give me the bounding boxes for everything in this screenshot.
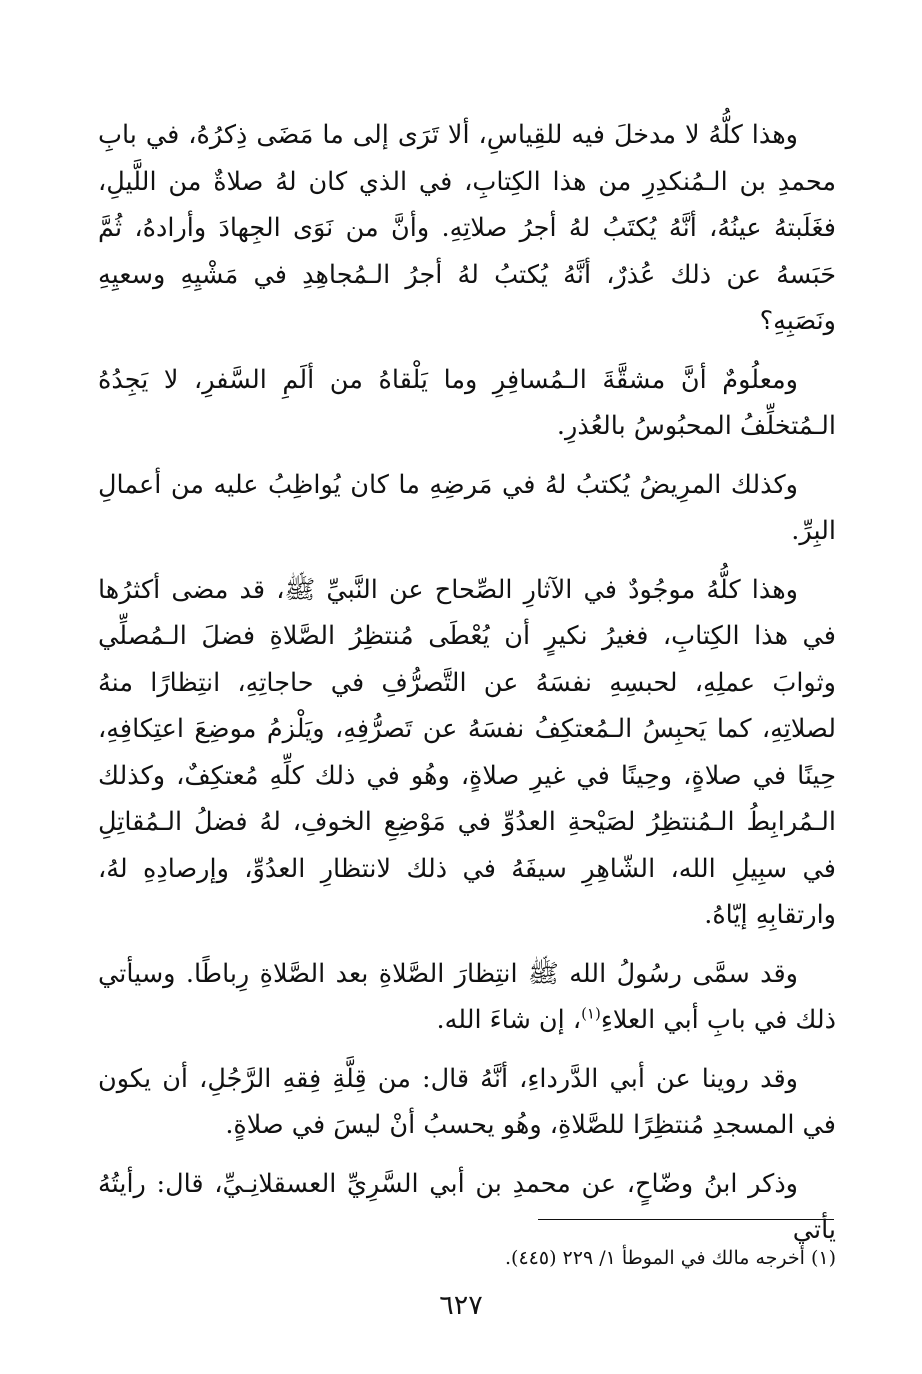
paragraph-5-text: وقد سمَّى رسُولُ الله ﷺ انتِظارَ الصَّلاةِ بعد الصَّلاةِ رِباطًا. وسيأتي ذلك في بابِ أبي العلاءِ — [98, 958, 836, 1035]
paragraph-3: وكذلك المرِيضُ يُكتبُ لهُ في مَرضِهِ ما كان يُواظِبُ عليه من أعمالِ البِرِّ. — [98, 469, 836, 546]
paragraph-5-end: ، إن شاءَ الله. — [436, 1005, 582, 1035]
footnote: (١) أخرجه مالك في الموطأ ١/ ٢٢٩ (٤٤٥). — [505, 1247, 836, 1269]
footnote-separator — [538, 1219, 834, 1220]
paragraph-2: ومعلُومٌ أنَّ مشقَّةَ الـمُسافِرِ وما يَلْقاهُ من ألَمِ السَّفرِ، لا يَجِدُهُ الـمُتخلِّفُ المحبُوسُ بالعُذرِ. — [98, 364, 836, 441]
paragraph-4: وهذا كلُّهُ موجُودٌ في الآثارِ الصِّحاح عن النَّبيِّ ﷺ، قد مضى أكثرُها في هذا الكِتابِ، فغيرُ نكيرٍ أن يُعْطَى مُنتظِرُ الصَّلاةِ فضلَ الـمُصلِّي وثوابَ عملِهِ، لحبسِهِ نفسَهُ عن التَّصرُّفِ في حاجاتِهِ، انتِظارًا منهُ لصلاتِهِ، كما يَحبِسُ الـمُعتكِفُ نفسَهُ عن تَصرُّفِهِ، ويَلْزمُ موضِعَ اعتِكافِهِ، حِينًا في صلاةٍ، وحِينًا في غيرِ صلاةٍ، وهُو في ذلك كلِّهِ مُعتكِفٌ، وكذلك الـمُرابِطُ الـمُنتظِرُ لصَيْحةِ العدُوِّ في مَوْضِعِ الخوفِ، لهُ فضلُ الـمُقاتِلِ في سبِيلِ الله، الشّاهِرِ سيفَهُ في ذلك لانتظارِ العدُوِّ، وإرصادِهِ لهُ، وارتقابِهِ إيّاهُ. — [98, 574, 836, 930]
footnote-reference[interactable]: (١) — [581, 1004, 601, 1023]
paragraph-6: وقد روينا عن أبي الدَّرداءِ، أنَّهُ قال: من قِلَّةِ فِقهِ الرَّجُلِ، أن يكون في المسجدِ مُنتظِرًا للصَّلاةِ، وهُو يحسبُ أنْ ليسَ في صلاةٍ. — [98, 1063, 836, 1140]
page-number: ٦٢٧ — [439, 1290, 483, 1321]
body-text — [98, 112, 836, 1266]
paragraph-1: وهذا كلُّهُ لا مدخلَ فيه للقِياسِ، ألا تَرَى إلى ما مَضَى ذِكرُهُ، في بابِ محمدِ بن الـمُنكدِرِ من هذا الكِتابِ، في الذي كان لهُ صلاةٌ من اللَّيلِ، فغَلَبتهُ عينُهُ، أنَّهُ يُكتَبُ لهُ أجرُ صلاتِهِ. وأنَّ من نَوَى الجِهادَ وأرادهُ، ثُمَّ حَبَسهُ عن ذلك عُذرٌ، أنَّهُ يُكتبُ لهُ أجرُ الـمُجاهِدِ في مَشْيِهِ وسعيِهِ ونَصَبِهِ؟ — [98, 120, 836, 336]
paragraph-5 — [98, 951, 836, 1044]
paragraph-7: وذكر ابنُ وضّاحٍ، عن محمدِ بن أبي السَّرِيِّ العسقلانِـيِّ، قال: رأيتُهُ يأتي — [98, 1168, 836, 1245]
